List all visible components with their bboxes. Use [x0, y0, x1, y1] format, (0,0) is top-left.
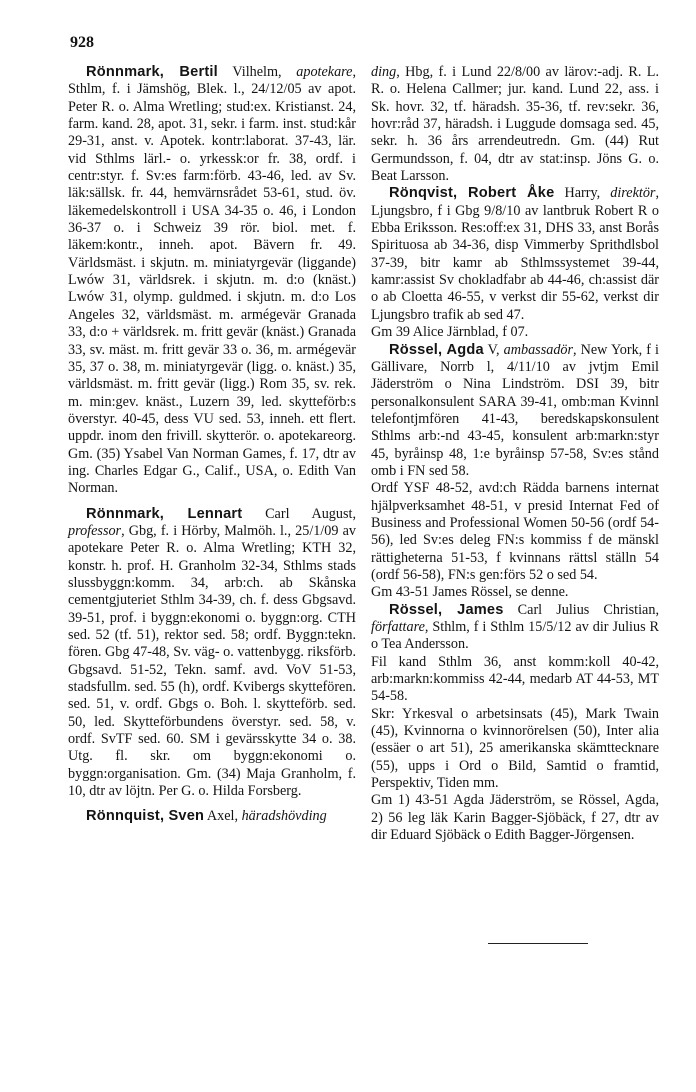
entry-bertil-ronnmark — [68, 64, 356, 498]
entry-text: , New York, f i Gällivare, Norrb l, 4/11/10 av jvtjm Emil Jäderström o Nina Lindström. DSI 39, bitr personalkonsulent SARA 39-41, omb:man Kvinnl telefontjmfören 41-43, beredskapskonsulent Sthlms arb:-nd 43-45, konsulent arb:markn:styr 45, byråinsp 48, 1:e byråinsp 57-58, Sv:es stånd omb i FN sed 58. — [371, 341, 660, 479]
entry-occupation: häradshövding — [241, 808, 327, 825]
entry-occupation: apotekare — [296, 64, 353, 80]
entry-james-rossel — [371, 602, 659, 654]
entry-name: Rössel, Agda — [389, 341, 484, 358]
entry-text: , Sthlm, f i Sthlm 15/5/12 av dir Julius R o Tea Andersson. — [371, 619, 659, 653]
entry-career: Fil kand Sthlm 36, anst komm:koll 40-42, arb:markn:kommiss 42-44, medarb AT 44-53, MT 54-58. — [371, 653, 659, 705]
entry-marriage: Gm 1) 43-51 Agda Jäderström, se Rössel, Agda, 2) 56 leg läk Karin Bagger-Sjöbäck, f 27, dtr av dir Eduard Sjöbäck o Edith Bagger-Jörgensen. — [371, 792, 659, 844]
entry-text: , Ljungsbro, f i Gbg 9/8/10 av lantbruk Robert R o Ebba Eriksson. Res:off:ex 31, DHS 33, anst Borås Spirituosa ab 34-36, disp Vimmerby Sprithdlsbol 37-39, bitr kamr ab Sthlmssystemet 39-44, kamr:assist Sv chokladfabr ab 44-46, ch:assist där o ab Cloetta 46-55, v verkst dir 55-62, verkst dir Ljungsbro trafik ab sed 47. — [371, 185, 659, 323]
entry-marriage: Gm 39 Alice Järnblad, f 07. — [371, 324, 529, 341]
entry-continuation: ding, Hbg, f. i Lund 22/8/00 av lärov:-adj. R. L. R. o. Helena Callmer; jur. kand. Lund 22, ass. i Sk. hovr. 32, tf. häradsh. 35-36, tf. rev:sekr. 36, hovr:råd 37, häradsh. i Luggude domsaga sed. 45, sekr. h. 36 års arrendeutredn. Gm. (44) Rut Germundsson, f. 04, dtr av stat:insp. Jöns G. o. Beat Larsson. — [371, 64, 659, 185]
entry-occupation: professor — [68, 522, 122, 539]
right-column — [371, 64, 659, 844]
entry-given-names: Vilhelm, — [217, 64, 297, 80]
entry-agda-rossel — [371, 342, 659, 481]
entry-lennart-ronnmark — [68, 506, 356, 801]
entry-sven-ronnquist — [68, 808, 356, 825]
entry-given-names: Carl Julius Christian, — [503, 601, 659, 618]
end-divider — [488, 943, 588, 944]
entry-name: Rössel, James — [389, 601, 504, 618]
entry-name: Rönnquist, Sven — [86, 808, 205, 825]
entry-given-names: V, — [483, 341, 504, 358]
entry-name: Rönnmark, Lennart — [86, 505, 243, 522]
entry-occupation: ambassadör — [503, 341, 574, 358]
entry-given-names: Axel, — [204, 808, 242, 825]
page-number: 928 — [70, 34, 94, 51]
entry-given-names: Harry, — [554, 185, 611, 202]
entry-occupation: direktör — [610, 185, 656, 202]
entry-name: Rönqvist, Robert Åke — [389, 185, 555, 202]
entry-continuation-occupation: ding — [371, 64, 397, 80]
entry-text: , Sthlm, f. i Jämshög, Blek. l., 24/12/05 av apot. Peter R. o. Alma Wretling; stud:ex. Kristianst. 24, farm. kand. 28, apot. 31, sekr. i farm. inst. stud:kår 29-31, anst. v. Apotek. kontr:laborat. 37-43, lär. vid Sthlms lärl.- o. yrkessk:or fr. 38, ordf. i centr:styr. f. Sv:es farm:förb. 43-46, led. av Sv. läk:sällsk. fr. 44, hemvärnsrådet 53-61, stud. öv. läkemedelskontroll i USA 34-35 o. 46, i London 36-37 o. i Schweiz 39 rör. biol. met. f. läkem:kontr., inneh. apot. Bävern fr. 49. Världsmäst. i skjutn. m. miniatyrgevär (liggande) Lwów 31, världsrek. i skjutn. m. d:o (knäst.) Lwów 31, olymp. guldmed. i skjutn. m. d:o Los Angeles 32, världsmäst. m. armégevär Granada 33, d:o + världsrek. m. fritt gevär (knäst.) Granada 33, sv. mäst. m. fritt gevär 33 o. 36, m. armégevär 35, 37 o. 38, m. miniatyrgevär (ligg. o. knäst.) 35, världsmäst. m. fritt gevär (ligg.) Rom 35, sv. rek. m. min:gev. knäst., Luzern 39, led. skytteförb:s överstyr. 40-45, dess VU sed. 53, inneh. ett flert. uppdr. inom den frivill. skytterör. o. apotekareorg. Gm. (35) Ysabel Van Norman Games, f. 17, dtr av ing. Charles Edgar G., Calif., USA, o. Edith Van Norman. — [68, 64, 356, 497]
entry-offices: Ordf YSF 48-52, avd:ch Rädda barnens internat hjälpverksamhet 48-51, v presid Internat Fed of Business and Professional Women 50-56 (ordf 54-56), led Sv:es deleg FN:s kommiss f de mänskl rättigheterna 51-53, f kvinnans rättsl ställn 54 (ordf 56-58), FN:s gen:förs 52 o sed 54. — [371, 480, 659, 583]
entry-marriage: Gm 43-51 James Rössel, se denne. — [371, 584, 569, 601]
entry-given-names: Carl August, — [242, 505, 356, 522]
entry-robert-ronqvist — [371, 185, 659, 324]
left-column — [68, 64, 356, 826]
entry-text: , Gbg, f. i Hörby, Malmöh. l., 25/1/09 av apotekare Peter R. o. Alma Wretling; KTH 32, konstr. h. prof. H. Granholm 32-34, Sthlms stads slussbyggn:komm. 34, arb:ch. ab Skånska cementgjuteriet Sthlm 34-39, ch. f. dess Gbgsavd. 39-51, prof. i byggn:ekonomi o. byggn:org. CTH sed. 52 (tf. 51), rektor sed. 58; ordf. Byggn:tekn. fören. Gbg 47-48, Sv. väg- o. vattenbygg. riksförb. Gbgsavd. 51-52, Tekn. samf. avd. VoV 51-53, stadsfullm. sed. 55 (h), ordf. Kvibergs skyttefören. sed. 51, v. ordf. Gbgs o. Boh. l. skytteförb. sed. 50, led. Skytteförbundens överstyr. sed. 58, v. ordf. SvTF sed. 60. SM i gevärsskytte 34 o. 38. Utg. fl. skr. om byggn:ekonomi o. byggn:organisation. Gm. (34) Maja Granholm, f. 10, dtr av löjtn. Per G. o. Hilda Forsberg. — [68, 522, 356, 800]
entry-writings: Skr: Yrkesval o arbetsinsats (45), Mark Twain (45), Kvinnorna o kvinnorörelsen (50), Inter alia (essäer o art 51), 25 amerikanska skämttecknare (55), upps i Ord o Bild, Samtid o framtid, Perspektiv, Tiden mm. — [371, 705, 659, 792]
entry-name: Rönnmark, Bertil — [86, 64, 218, 80]
entry-occupation: författare — [371, 619, 425, 635]
